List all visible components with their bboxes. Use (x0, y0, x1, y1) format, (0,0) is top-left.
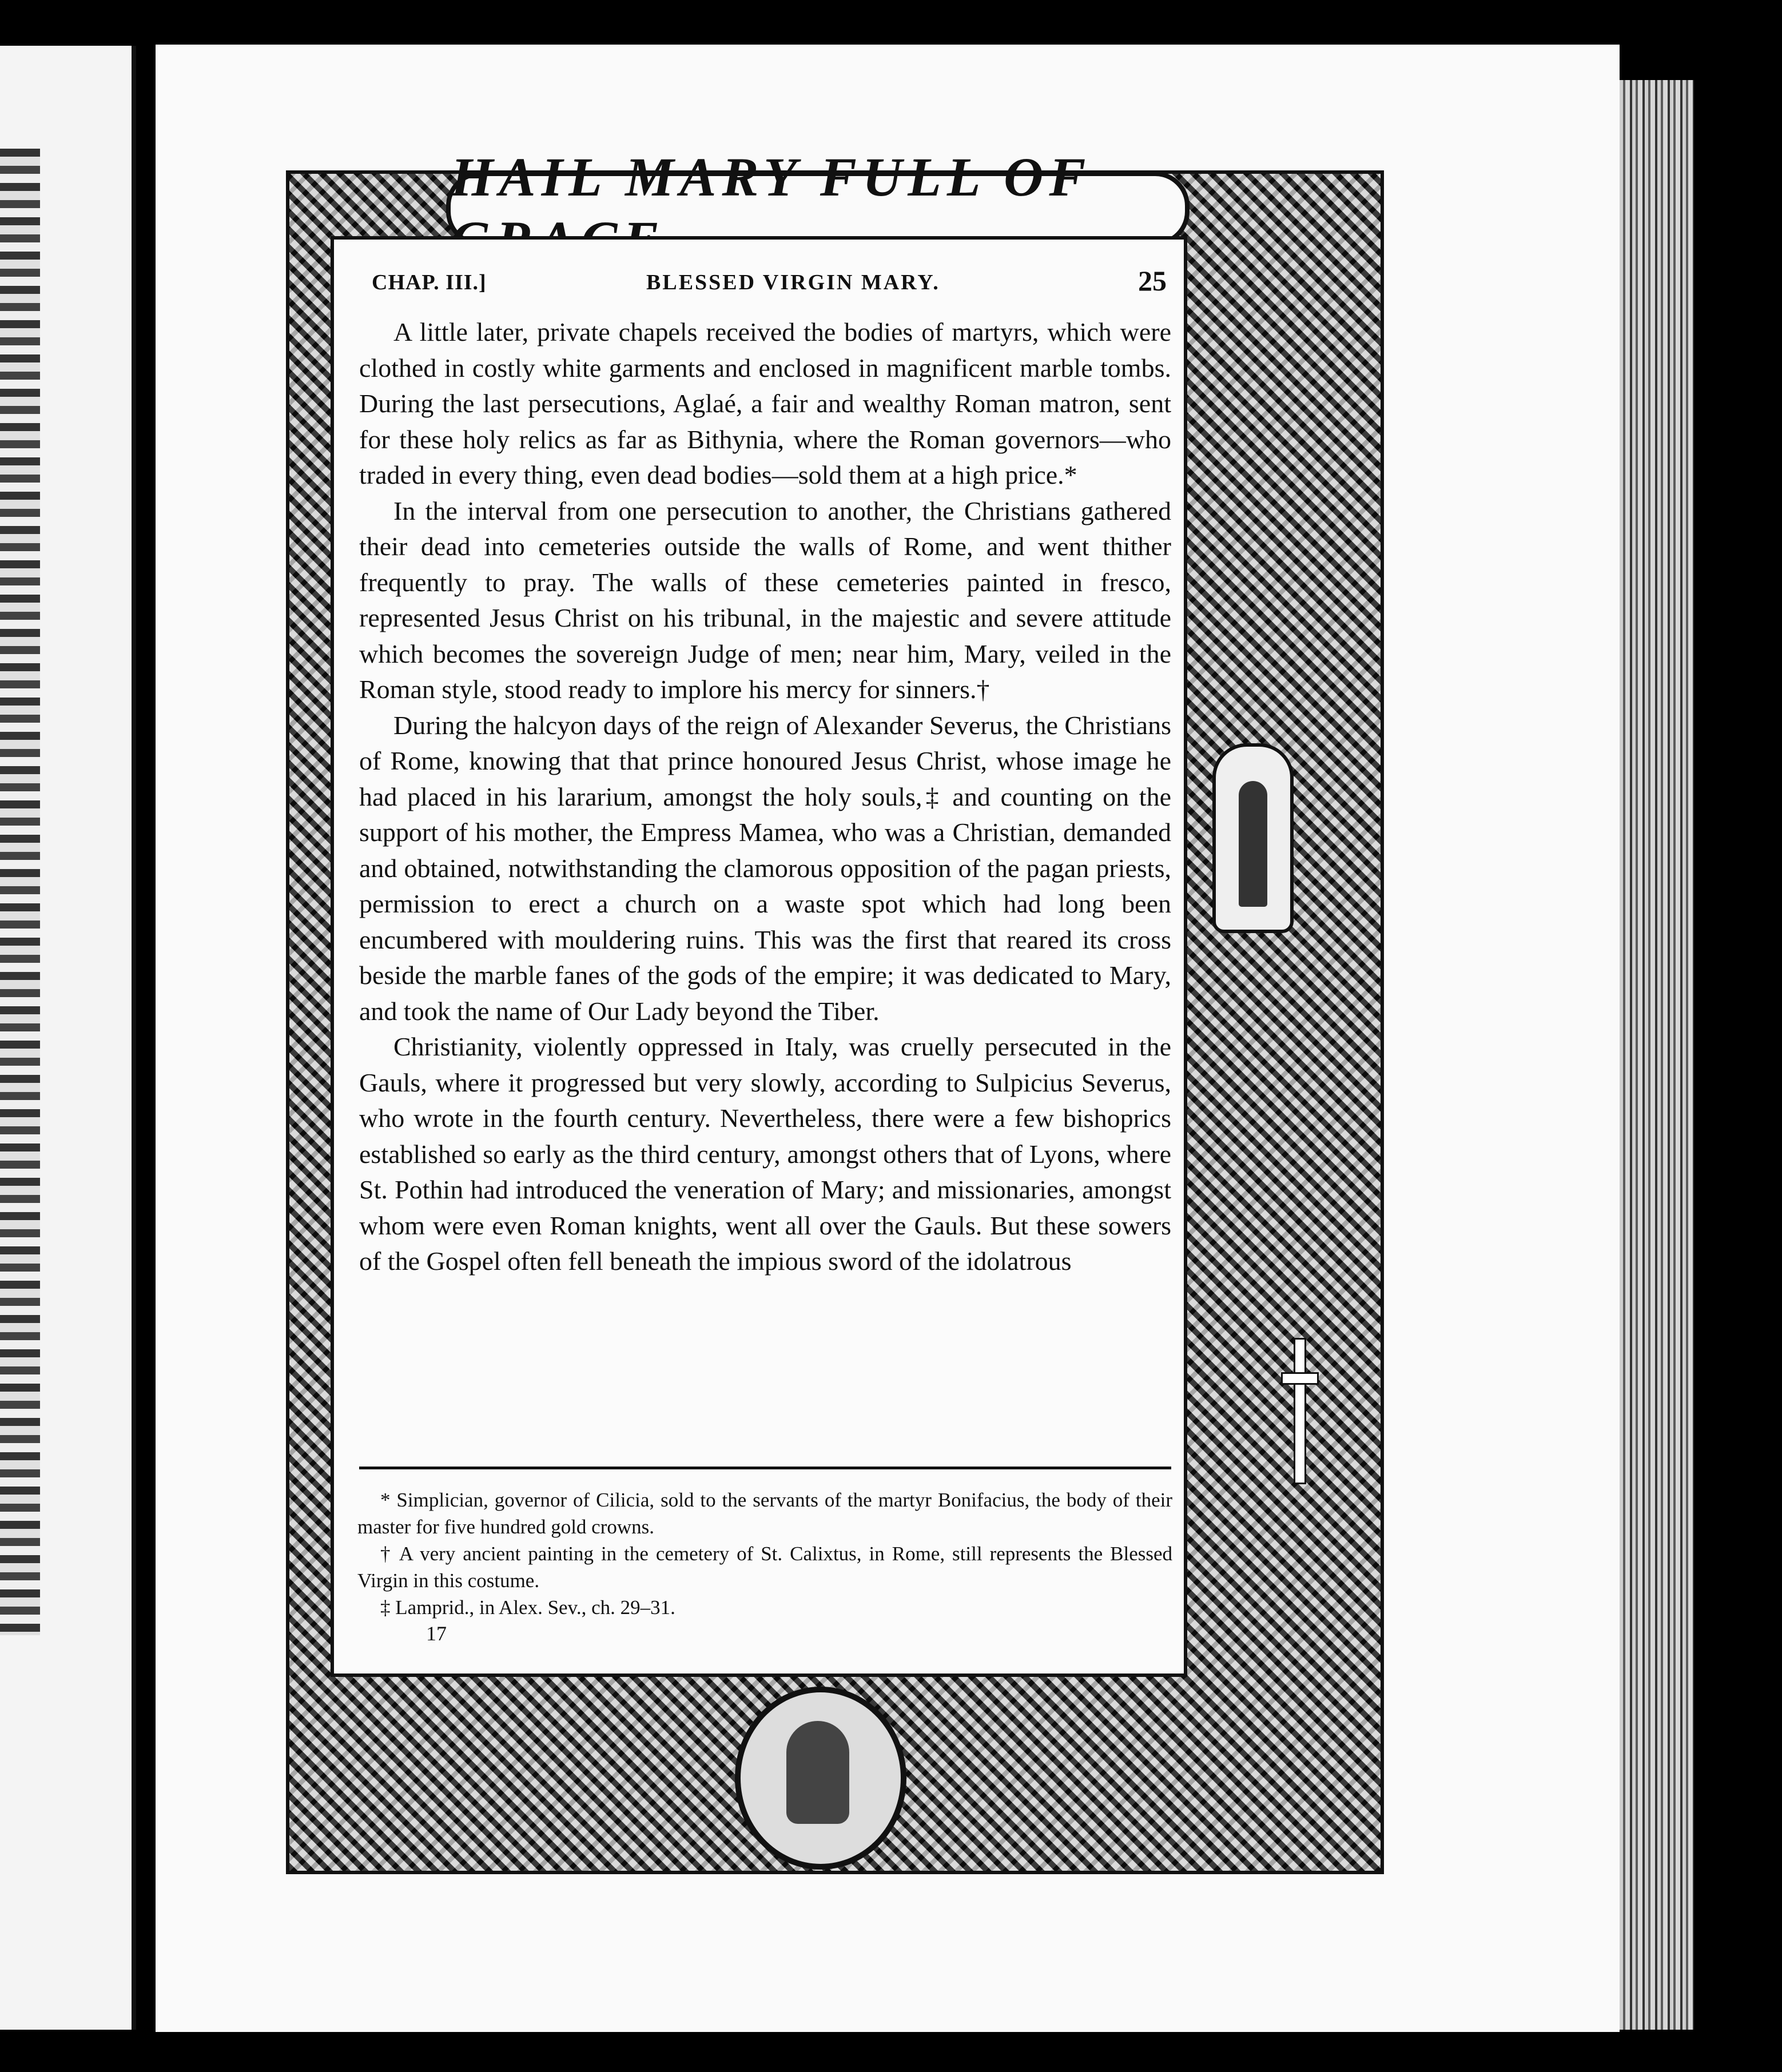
footnotes (357, 1487, 1172, 1621)
title-banner (446, 146, 1190, 246)
paragraph: During the halcyon days of the reign of Alexander Severus, the Christians of Rome, knowing that that prince honoured Jesus Christ, whose image he had placed in his lararium, amongst the holy souls,‡ and counting on the support of his mother, the Empress Mamea, who was a Christian, demanded and obtained, notwithstanding the clamorous opposition of the pagan priests, permission to erect a church on a waste spot which had long been encumbered with mouldering ruins. This was the first that reared its cross beside the marble fanes of the gods of the empire; it was dedicated to Mary, and took the name of Our Lady beyond the Tiber. (359, 710, 1171, 1026)
running-title: BLESSED VIRGIN MARY. (646, 270, 940, 294)
footnote: ‡ Lamprid., in Alex. Sev., ch. 29–31. (380, 1596, 675, 1619)
footnote-rule (359, 1467, 1171, 1469)
signature-mark: 17 (426, 1622, 447, 1645)
footnote: * Simplician, governor of Cilicia, sold to the servants of the martyr Bonifacius, the body of their master for five hundred gold crowns. (357, 1489, 1172, 1538)
madonna-medallion-icon (735, 1687, 906, 1870)
page-number: 25 (1138, 265, 1167, 297)
facing-page-ornament (0, 149, 40, 1635)
page-stack-edges (1620, 80, 1694, 2030)
chapter-label: CHAP. III.] (372, 270, 487, 294)
running-header (372, 264, 1167, 298)
body-text (359, 314, 1171, 1280)
footnote: † A very ancient painting in the cemetery of St. Calixtus, in Rome, still represents the Blessed Virgin in this costume. (357, 1543, 1172, 1592)
banner-text: HAIL MARY FULL OF (451, 146, 1091, 208)
cross-icon (1281, 1338, 1315, 1481)
madonna-vignette-icon (1212, 743, 1294, 933)
paragraph: A little later, private chapels received the bodies of martyrs, which were clothed in costly white garments and enclosed in magnificent marble tombs. During the last persecutions, Aglaé, a fair and wealthy Roman matron, sent for these holy relics as far as Bithynia, where the Roman governors—who traded in every thing, even dead bodies—sold them at a high price.* (359, 317, 1171, 489)
paragraph: Christianity, violently oppressed in Italy, was cruelly persecuted in the Gauls, where it progressed but very slowly, according to Sulpicius Severus, who wrote in the fourth century. Nevertheless, there were a few bishoprics established so early as the third century, amongst others that of Lyons, where St. Pothin had introduced the veneration of Mary; and missionaries, amongst whom were even Roman knights, went all over the Gauls. But these sowers of the Gospel often fell beneath the impious sword of the idolatrous (359, 1032, 1171, 1276)
paragraph: In the interval from one persecution to another, the Christians gathered their dead into cemeteries outside the walls of Rome, and went thither frequently to pray. The walls of these cemeteries painted in fresco, represented Jesus Christ on his tribunal, in the majestic and severe attitude which becomes the sovereign Judge of men; near him, Mary, veiled in the Roman style, stood ready to implore his mercy for sinners.† (359, 496, 1171, 704)
